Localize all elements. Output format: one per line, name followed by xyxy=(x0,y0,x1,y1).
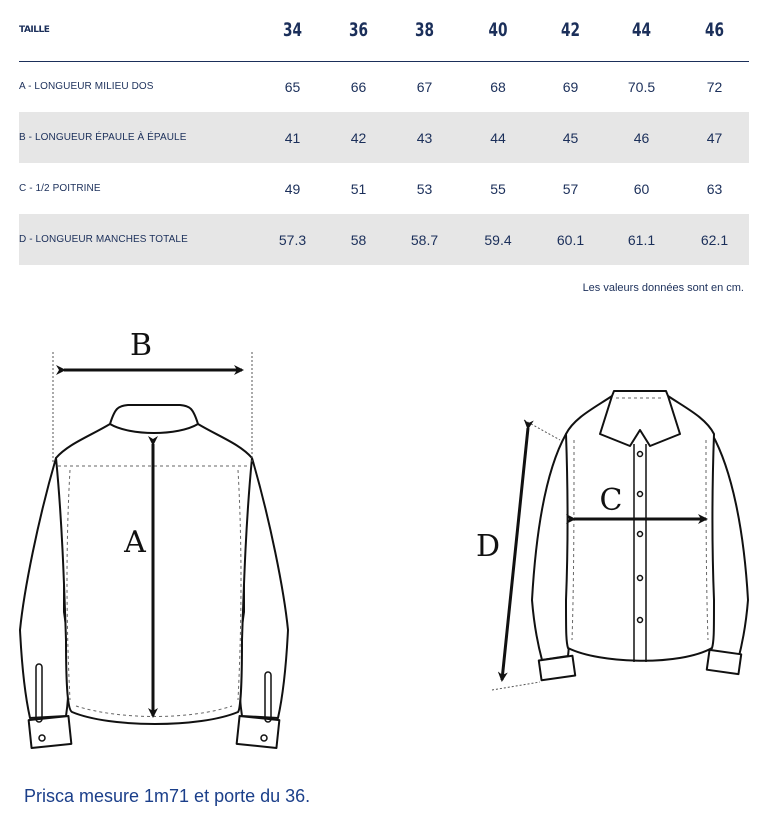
table-cell: 69 xyxy=(562,78,579,95)
measure-label-c: C xyxy=(599,483,623,518)
measure-label-a: A xyxy=(124,525,146,560)
d-guide-bottom xyxy=(492,682,540,690)
row-label: B - LONGUEUR ÉPAULE À ÉPAULE xyxy=(19,132,187,143)
table-cell: 62.1 xyxy=(700,231,729,248)
table-cell: 70.5 xyxy=(627,78,656,95)
model-caption: Prisca mesure 1m71 et porte du 36. xyxy=(24,786,311,806)
table-cell: 60 xyxy=(633,180,650,197)
d-arrow xyxy=(502,428,528,680)
table-cell: 58 xyxy=(350,231,367,248)
size-34-header: 34 xyxy=(268,0,316,61)
table-cell: 61.1 xyxy=(627,231,656,248)
measure-label-b: B xyxy=(129,328,153,363)
table-cell: 60.1 xyxy=(556,231,585,248)
table-cell: 47 xyxy=(706,129,723,146)
table-cell: 53 xyxy=(416,180,433,197)
d-guide-top xyxy=(524,420,560,440)
table-cell: 44 xyxy=(490,129,506,146)
row-label: C - 1/2 POITRINE xyxy=(19,183,101,194)
units-note: Les valeurs données sont en cm. xyxy=(582,282,744,294)
table-cell: 65 xyxy=(284,78,301,95)
table-cell: 68 xyxy=(490,78,506,95)
size-42-header: 42 xyxy=(547,0,594,61)
size-36-header: 36 xyxy=(335,0,382,61)
table-cell: 59.4 xyxy=(484,231,512,248)
measure-label-d: D xyxy=(475,529,501,564)
table-cell: 58.7 xyxy=(410,231,439,248)
size-44-header: 44 xyxy=(614,0,669,61)
table-cell: 57.3 xyxy=(278,231,307,248)
table-cell: 66 xyxy=(350,78,367,95)
table-cell: 41 xyxy=(284,129,301,146)
table-cell: 57 xyxy=(562,180,579,197)
table-cell: 72 xyxy=(706,78,723,95)
table-cell: 46 xyxy=(633,129,650,146)
row-label: D - LONGUEUR MANCHES TOTALE xyxy=(19,234,188,245)
row-label: A - LONGUEUR MILIEU DOS xyxy=(19,81,154,93)
table-cell: 49 xyxy=(284,180,301,197)
size-46-header: 46 xyxy=(690,0,740,61)
table-cell: 45 xyxy=(562,129,579,146)
table-cell: 43 xyxy=(416,129,433,146)
size-40-header: 40 xyxy=(469,0,527,61)
table-cell: 63 xyxy=(706,180,723,197)
table-cell: 67 xyxy=(416,78,433,95)
table-cell: 51 xyxy=(350,180,367,197)
table-cell: 42 xyxy=(350,129,367,146)
table-cell: 55 xyxy=(490,180,506,197)
size-38-header: 38 xyxy=(400,0,448,61)
size-header-label: TAILLE xyxy=(19,0,259,61)
